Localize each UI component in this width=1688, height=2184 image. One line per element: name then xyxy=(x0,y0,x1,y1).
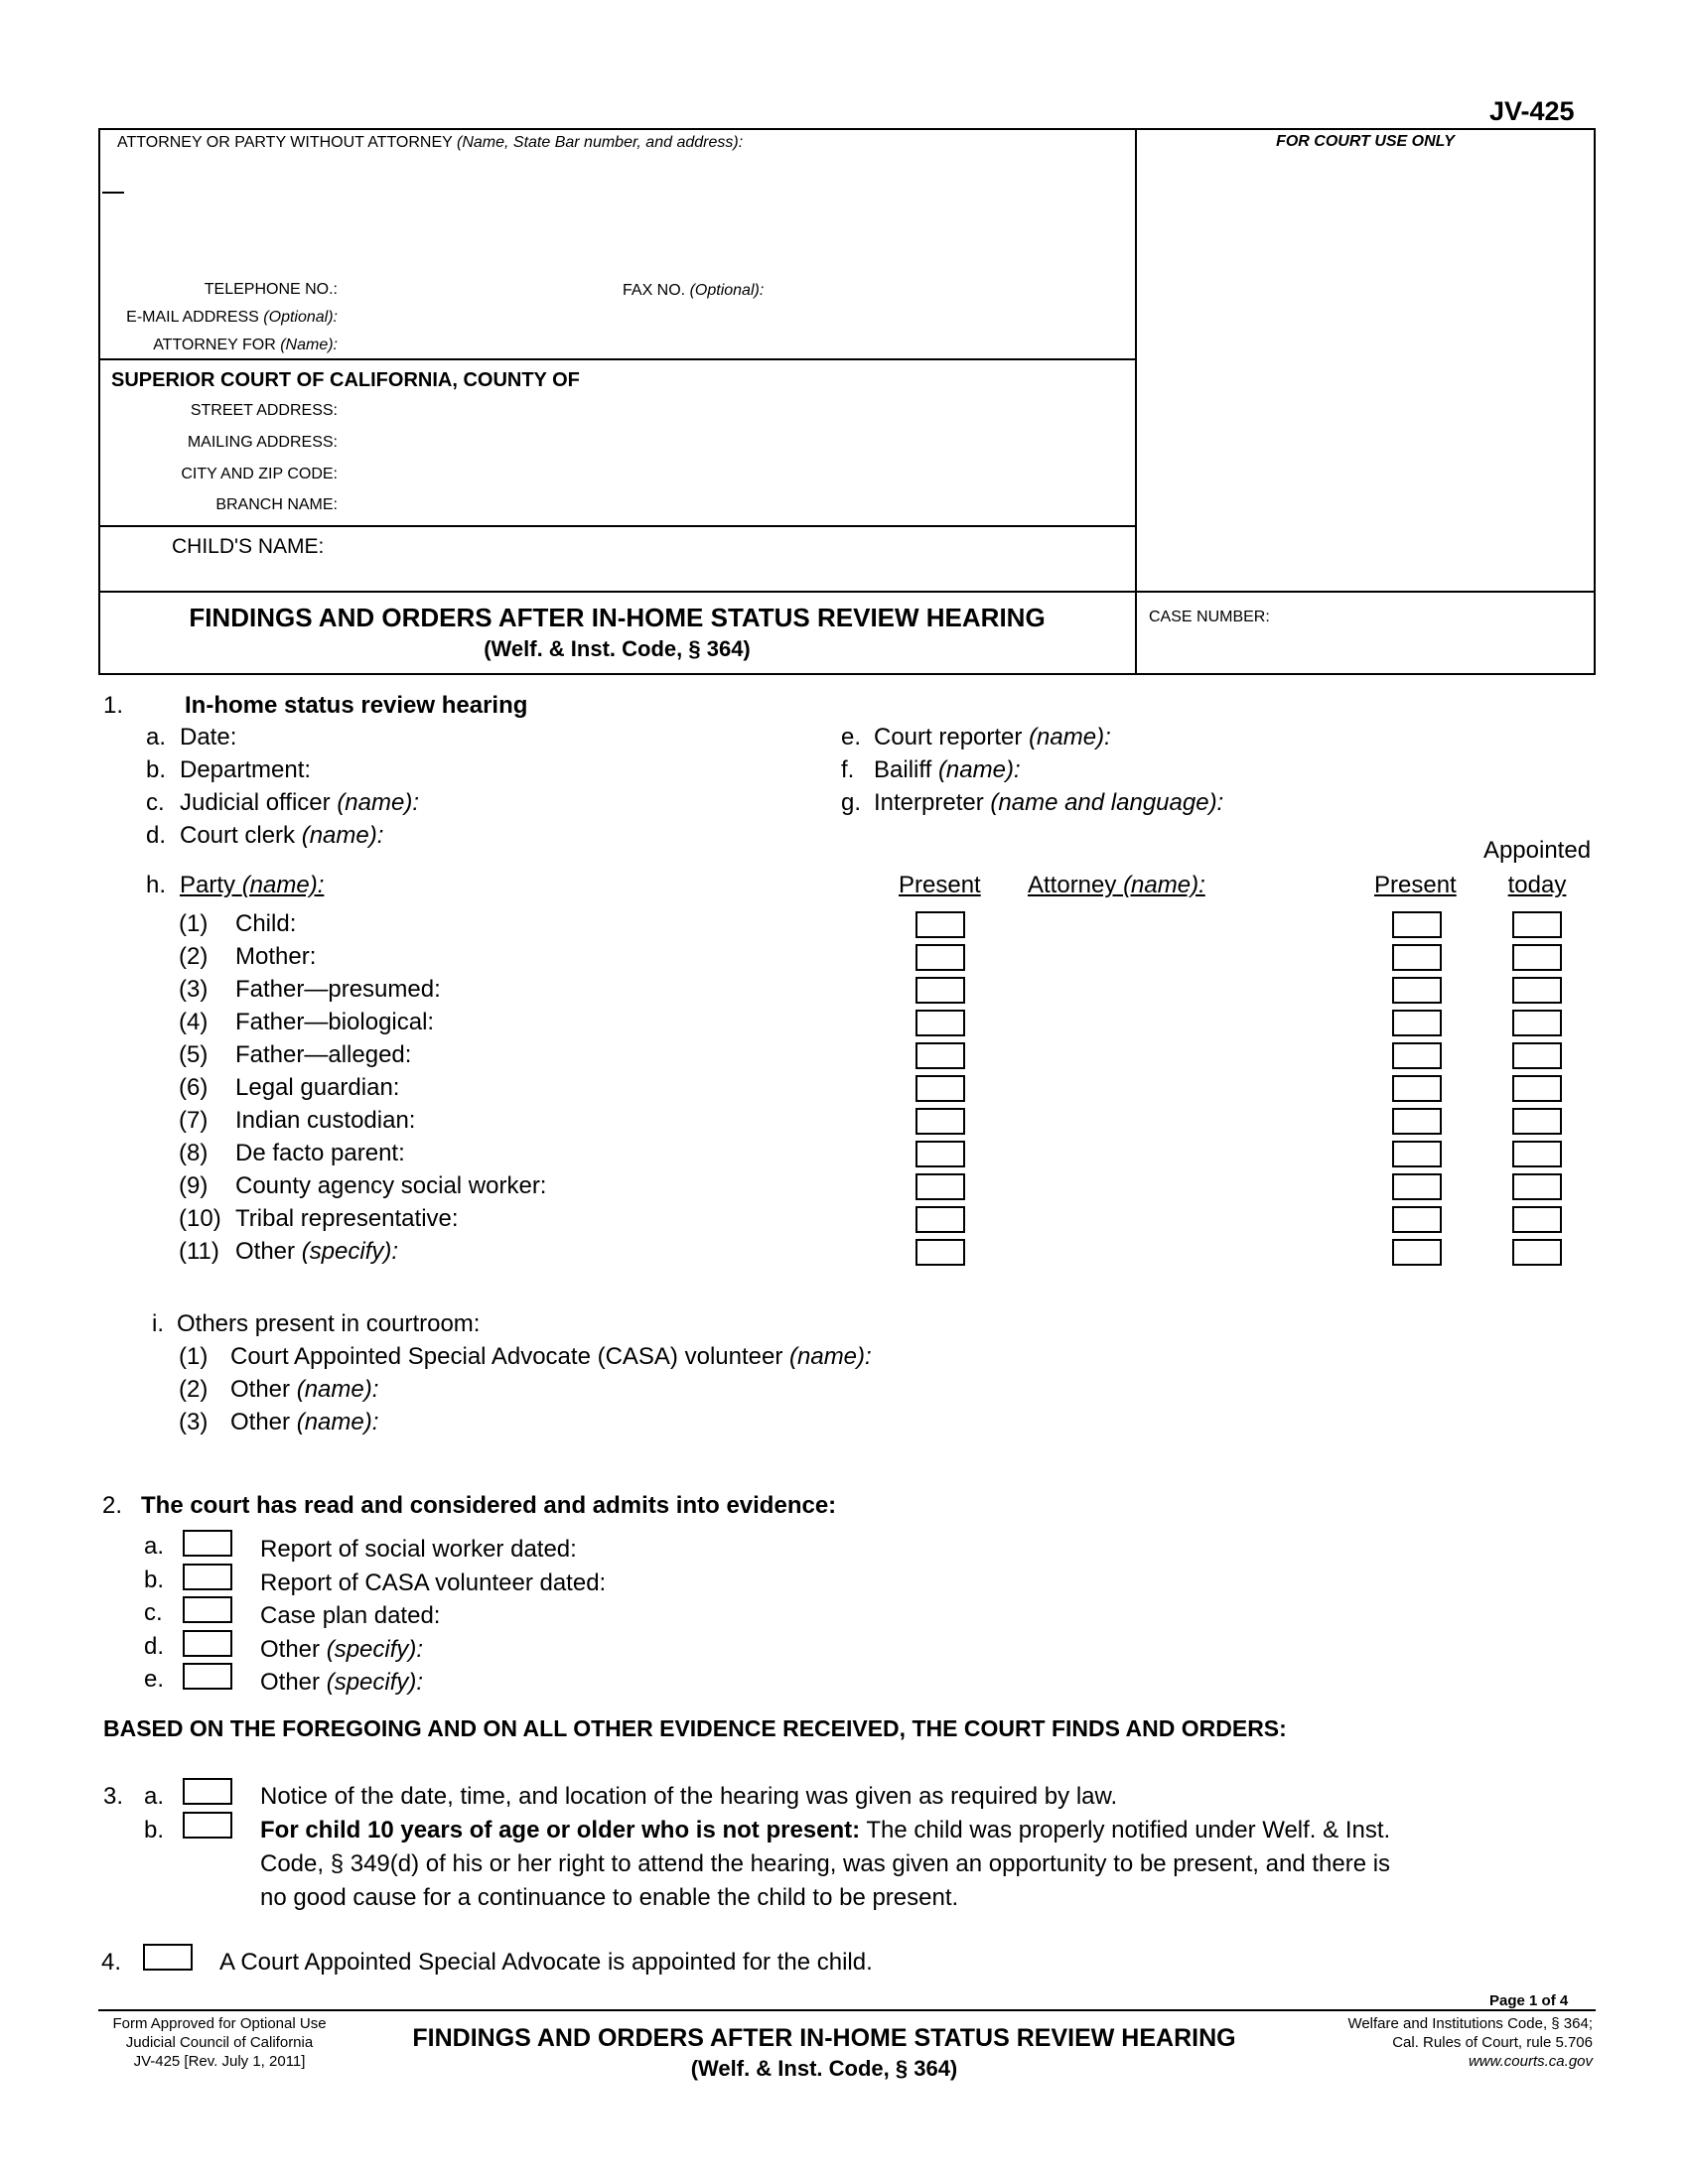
caption-divider-3 xyxy=(98,591,1596,593)
item2-checkbox[interactable] xyxy=(183,1596,232,1623)
appointed-today-checkbox[interactable] xyxy=(1512,1010,1562,1036)
party-number: (10) xyxy=(179,1205,221,1232)
attorney-present-checkbox[interactable] xyxy=(1392,977,1442,1004)
item3b-checkbox[interactable] xyxy=(183,1812,232,1839)
attorney-present-checkbox[interactable] xyxy=(1392,1206,1442,1233)
item2-letter: b. xyxy=(144,1566,165,1593)
item1c-letter: c. xyxy=(146,789,165,816)
caption-divider-1 xyxy=(98,358,1136,360)
item2-text: Other (specify): xyxy=(260,1669,424,1696)
item2-letter: a. xyxy=(144,1533,165,1560)
other-text-1: Court Appointed Special Advocate (CASA) volunteer (name): xyxy=(230,1343,872,1370)
footer-title: FINDINGS AND ORDERS AFTER IN-HOME STATUS REVIEW HEARING xyxy=(412,2024,1236,2052)
party-present-checkbox[interactable] xyxy=(915,1010,965,1036)
item1a-text: Date: xyxy=(180,724,237,751)
party-label: Father—alleged: xyxy=(235,1041,412,1068)
item1-heading: In-home status review hearing xyxy=(185,692,528,719)
appointed-today-checkbox[interactable] xyxy=(1512,911,1562,938)
branch-label: BRANCH NAME: xyxy=(215,496,338,513)
appointed-today-checkbox[interactable] xyxy=(1512,1042,1562,1069)
item1e-text: Court reporter (name): xyxy=(874,724,1111,751)
attorney-present-checkbox[interactable] xyxy=(1392,1042,1442,1069)
party-number: (11) xyxy=(179,1238,219,1265)
attorney-header: Attorney (name): xyxy=(1028,872,1205,898)
item4-number: 4. xyxy=(101,1949,122,1976)
item1a-letter: a. xyxy=(146,724,167,751)
findings-heading: BASED ON THE FOREGOING AND ON ALL OTHER EVIDENCE RECEIVED, THE COURT FINDS AND ORDERS: xyxy=(103,1715,1287,1741)
item3b-line1: For child 10 years of age or older who is not present: The child was properly notified under Welf. & Inst. xyxy=(260,1817,1391,1843)
footer-rule xyxy=(98,2009,1596,2011)
footer-left: Form Approved for Optional Use Judicial Council of California JV-425 [Rev. July 1, 2011] xyxy=(112,2015,327,2070)
item2-text: Case plan dated: xyxy=(260,1602,441,1629)
party-label: De facto parent: xyxy=(235,1140,405,1166)
item2-heading: The court has read and considered and admits into evidence: xyxy=(141,1492,837,1519)
court-title: SUPERIOR COURT OF CALIFORNIA, COUNTY OF xyxy=(111,369,580,391)
item1e-letter: e. xyxy=(841,724,862,751)
party-label: Father—presumed: xyxy=(235,976,441,1003)
party-label: Mother: xyxy=(235,943,317,970)
item2-checkbox[interactable] xyxy=(183,1630,232,1657)
attorney-dash xyxy=(102,192,124,194)
item2-text: Report of social worker dated: xyxy=(260,1536,577,1563)
item1i-letter: i. xyxy=(152,1310,164,1337)
caption-divider-vertical xyxy=(1135,128,1137,675)
item1b-letter: b. xyxy=(146,756,167,783)
party-label: Father—biological: xyxy=(235,1009,435,1035)
party-present-checkbox[interactable] xyxy=(915,1141,965,1167)
party-present-checkbox[interactable] xyxy=(915,1108,965,1135)
today-header: today xyxy=(1507,872,1567,898)
other-text-2: Other (name): xyxy=(230,1376,379,1403)
party-present-checkbox[interactable] xyxy=(915,977,965,1004)
city-label: CITY AND ZIP CODE: xyxy=(181,466,338,482)
appointed-today-checkbox[interactable] xyxy=(1512,1239,1562,1266)
item3b-letter: b. xyxy=(144,1817,165,1843)
item2-number: 2. xyxy=(102,1492,123,1519)
footer-subtitle: (Welf. & Inst. Code, § 364) xyxy=(690,2056,958,2081)
party-present-checkbox[interactable] xyxy=(915,1239,965,1266)
other-num-1: (1) xyxy=(179,1343,209,1370)
party-present-checkbox[interactable] xyxy=(915,1173,965,1200)
item2-letter: c. xyxy=(144,1599,163,1626)
appointed-today-checkbox[interactable] xyxy=(1512,1108,1562,1135)
footer-right: Welfare and Institutions Code, § 364; Cal. Rules of Court, rule 5.706 www.courts.ca.gov xyxy=(1347,2015,1593,2070)
telephone-label: TELEPHONE NO.: xyxy=(204,281,338,298)
item3a-checkbox[interactable] xyxy=(183,1778,232,1805)
appointed-today-checkbox[interactable] xyxy=(1512,944,1562,971)
party-label: Indian custodian: xyxy=(235,1107,416,1134)
party-present-checkbox[interactable] xyxy=(915,1206,965,1233)
party-present-checkbox[interactable] xyxy=(915,911,965,938)
party-label: Legal guardian: xyxy=(235,1074,400,1101)
fax-label: FAX NO. (Optional): xyxy=(623,282,765,299)
appointed-today-checkbox[interactable] xyxy=(1512,1206,1562,1233)
court-use-label: FOR COURT USE ONLY xyxy=(1276,133,1455,150)
street-label: STREET ADDRESS: xyxy=(190,402,338,419)
attorney-present-checkbox[interactable] xyxy=(1392,1075,1442,1102)
item1h-letter: h. xyxy=(146,872,167,898)
attorney-present-checkbox[interactable] xyxy=(1392,1141,1442,1167)
item3-number: 3. xyxy=(103,1783,124,1810)
page-number: Page 1 of 4 xyxy=(1489,1992,1569,2009)
other-num-3: (3) xyxy=(179,1409,209,1435)
item2-text: Other (specify): xyxy=(260,1635,424,1663)
party-number: (1) xyxy=(179,910,209,937)
attorney-present-checkbox[interactable] xyxy=(1392,1239,1442,1266)
item1-number: 1. xyxy=(103,692,124,719)
attorney-present-header: Present xyxy=(1374,872,1457,898)
item3a-text: Notice of the date, time, and location of the hearing was given as required by law. xyxy=(260,1783,1118,1810)
party-label: Tribal representative: xyxy=(235,1205,459,1232)
item2-letter: d. xyxy=(144,1632,165,1660)
party-number: (9) xyxy=(179,1172,209,1199)
item3b-line3: no good cause for a continuance to enable the child to be present. xyxy=(260,1884,959,1911)
party-label: County agency social worker: xyxy=(235,1172,547,1199)
appointed-today-checkbox[interactable] xyxy=(1512,1173,1562,1200)
mailing-label: MAILING ADDRESS: xyxy=(187,434,338,451)
attorney-present-checkbox[interactable] xyxy=(1392,911,1442,938)
form-title: FINDINGS AND ORDERS AFTER IN-HOME STATUS REVIEW HEARING xyxy=(189,603,1046,632)
party-present-checkbox[interactable] xyxy=(915,1075,965,1102)
item1f-letter: f. xyxy=(841,756,855,783)
other-text-3: Other (name): xyxy=(230,1409,379,1435)
party-header: Party (name): xyxy=(180,872,325,898)
attorney-for-label: ATTORNEY FOR (Name): xyxy=(153,337,338,353)
item3a-letter: a. xyxy=(144,1783,165,1810)
caption-divider-2 xyxy=(98,525,1136,527)
attorney-label: ATTORNEY OR PARTY WITHOUT ATTORNEY (Name, State Bar number, and address): xyxy=(117,134,744,151)
form-number: JV-425 xyxy=(1489,96,1575,126)
item2-checkbox[interactable] xyxy=(183,1663,232,1690)
item1d-letter: d. xyxy=(146,822,167,849)
attorney-present-checkbox[interactable] xyxy=(1392,1173,1442,1200)
party-present-checkbox[interactable] xyxy=(915,944,965,971)
party-number: (6) xyxy=(179,1074,209,1101)
item1i-text: Others present in courtroom: xyxy=(177,1310,481,1337)
item4-text: A Court Appointed Special Advocate is appointed for the child. xyxy=(219,1949,873,1976)
attorney-present-checkbox[interactable] xyxy=(1392,1108,1442,1135)
attorney-present-checkbox[interactable] xyxy=(1392,1010,1442,1036)
item2-text: Report of CASA volunteer dated: xyxy=(260,1569,607,1596)
case-number-label: CASE NUMBER: xyxy=(1149,609,1270,625)
item1c-text: Judicial officer (name): xyxy=(180,789,419,816)
item4-checkbox[interactable] xyxy=(143,1944,193,1971)
party-number: (5) xyxy=(179,1041,209,1068)
email-label: E-MAIL ADDRESS (Optional): xyxy=(126,309,338,326)
party-label: Other (specify): xyxy=(235,1238,399,1265)
other-num-2: (2) xyxy=(179,1376,209,1403)
party-label: Child: xyxy=(235,910,297,937)
item1b-text: Department: xyxy=(180,756,312,783)
party-number: (2) xyxy=(179,943,209,970)
party-number: (4) xyxy=(179,1009,209,1035)
party-number: (8) xyxy=(179,1140,209,1166)
party-present-checkbox[interactable] xyxy=(915,1042,965,1069)
party-number: (3) xyxy=(179,976,209,1003)
appointed-today-checkbox[interactable] xyxy=(1512,1075,1562,1102)
appointed-today-checkbox[interactable] xyxy=(1512,977,1562,1004)
item1g-letter: g. xyxy=(841,789,862,816)
child-name-label: CHILD'S NAME: xyxy=(172,535,325,558)
attorney-present-checkbox[interactable] xyxy=(1392,944,1442,971)
item1f-text: Bailiff (name): xyxy=(874,756,1021,783)
item1d-text: Court clerk (name): xyxy=(180,822,384,849)
form-subtitle: (Welf. & Inst. Code, § 364) xyxy=(484,636,751,661)
appointed-today-checkbox[interactable] xyxy=(1512,1141,1562,1167)
appointed-header: Appointed xyxy=(1482,837,1592,864)
item2-checkbox[interactable] xyxy=(183,1564,232,1590)
item2-checkbox[interactable] xyxy=(183,1530,232,1557)
item1g-text: Interpreter (name and language): xyxy=(874,789,1224,816)
party-present-header: Present xyxy=(899,872,981,898)
item2-letter: e. xyxy=(144,1666,165,1693)
item3b-line2: Code, § 349(d) of his or her right to attend the hearing, was given an opportunity to be present, and there is xyxy=(260,1850,1391,1877)
party-number: (7) xyxy=(179,1107,209,1134)
